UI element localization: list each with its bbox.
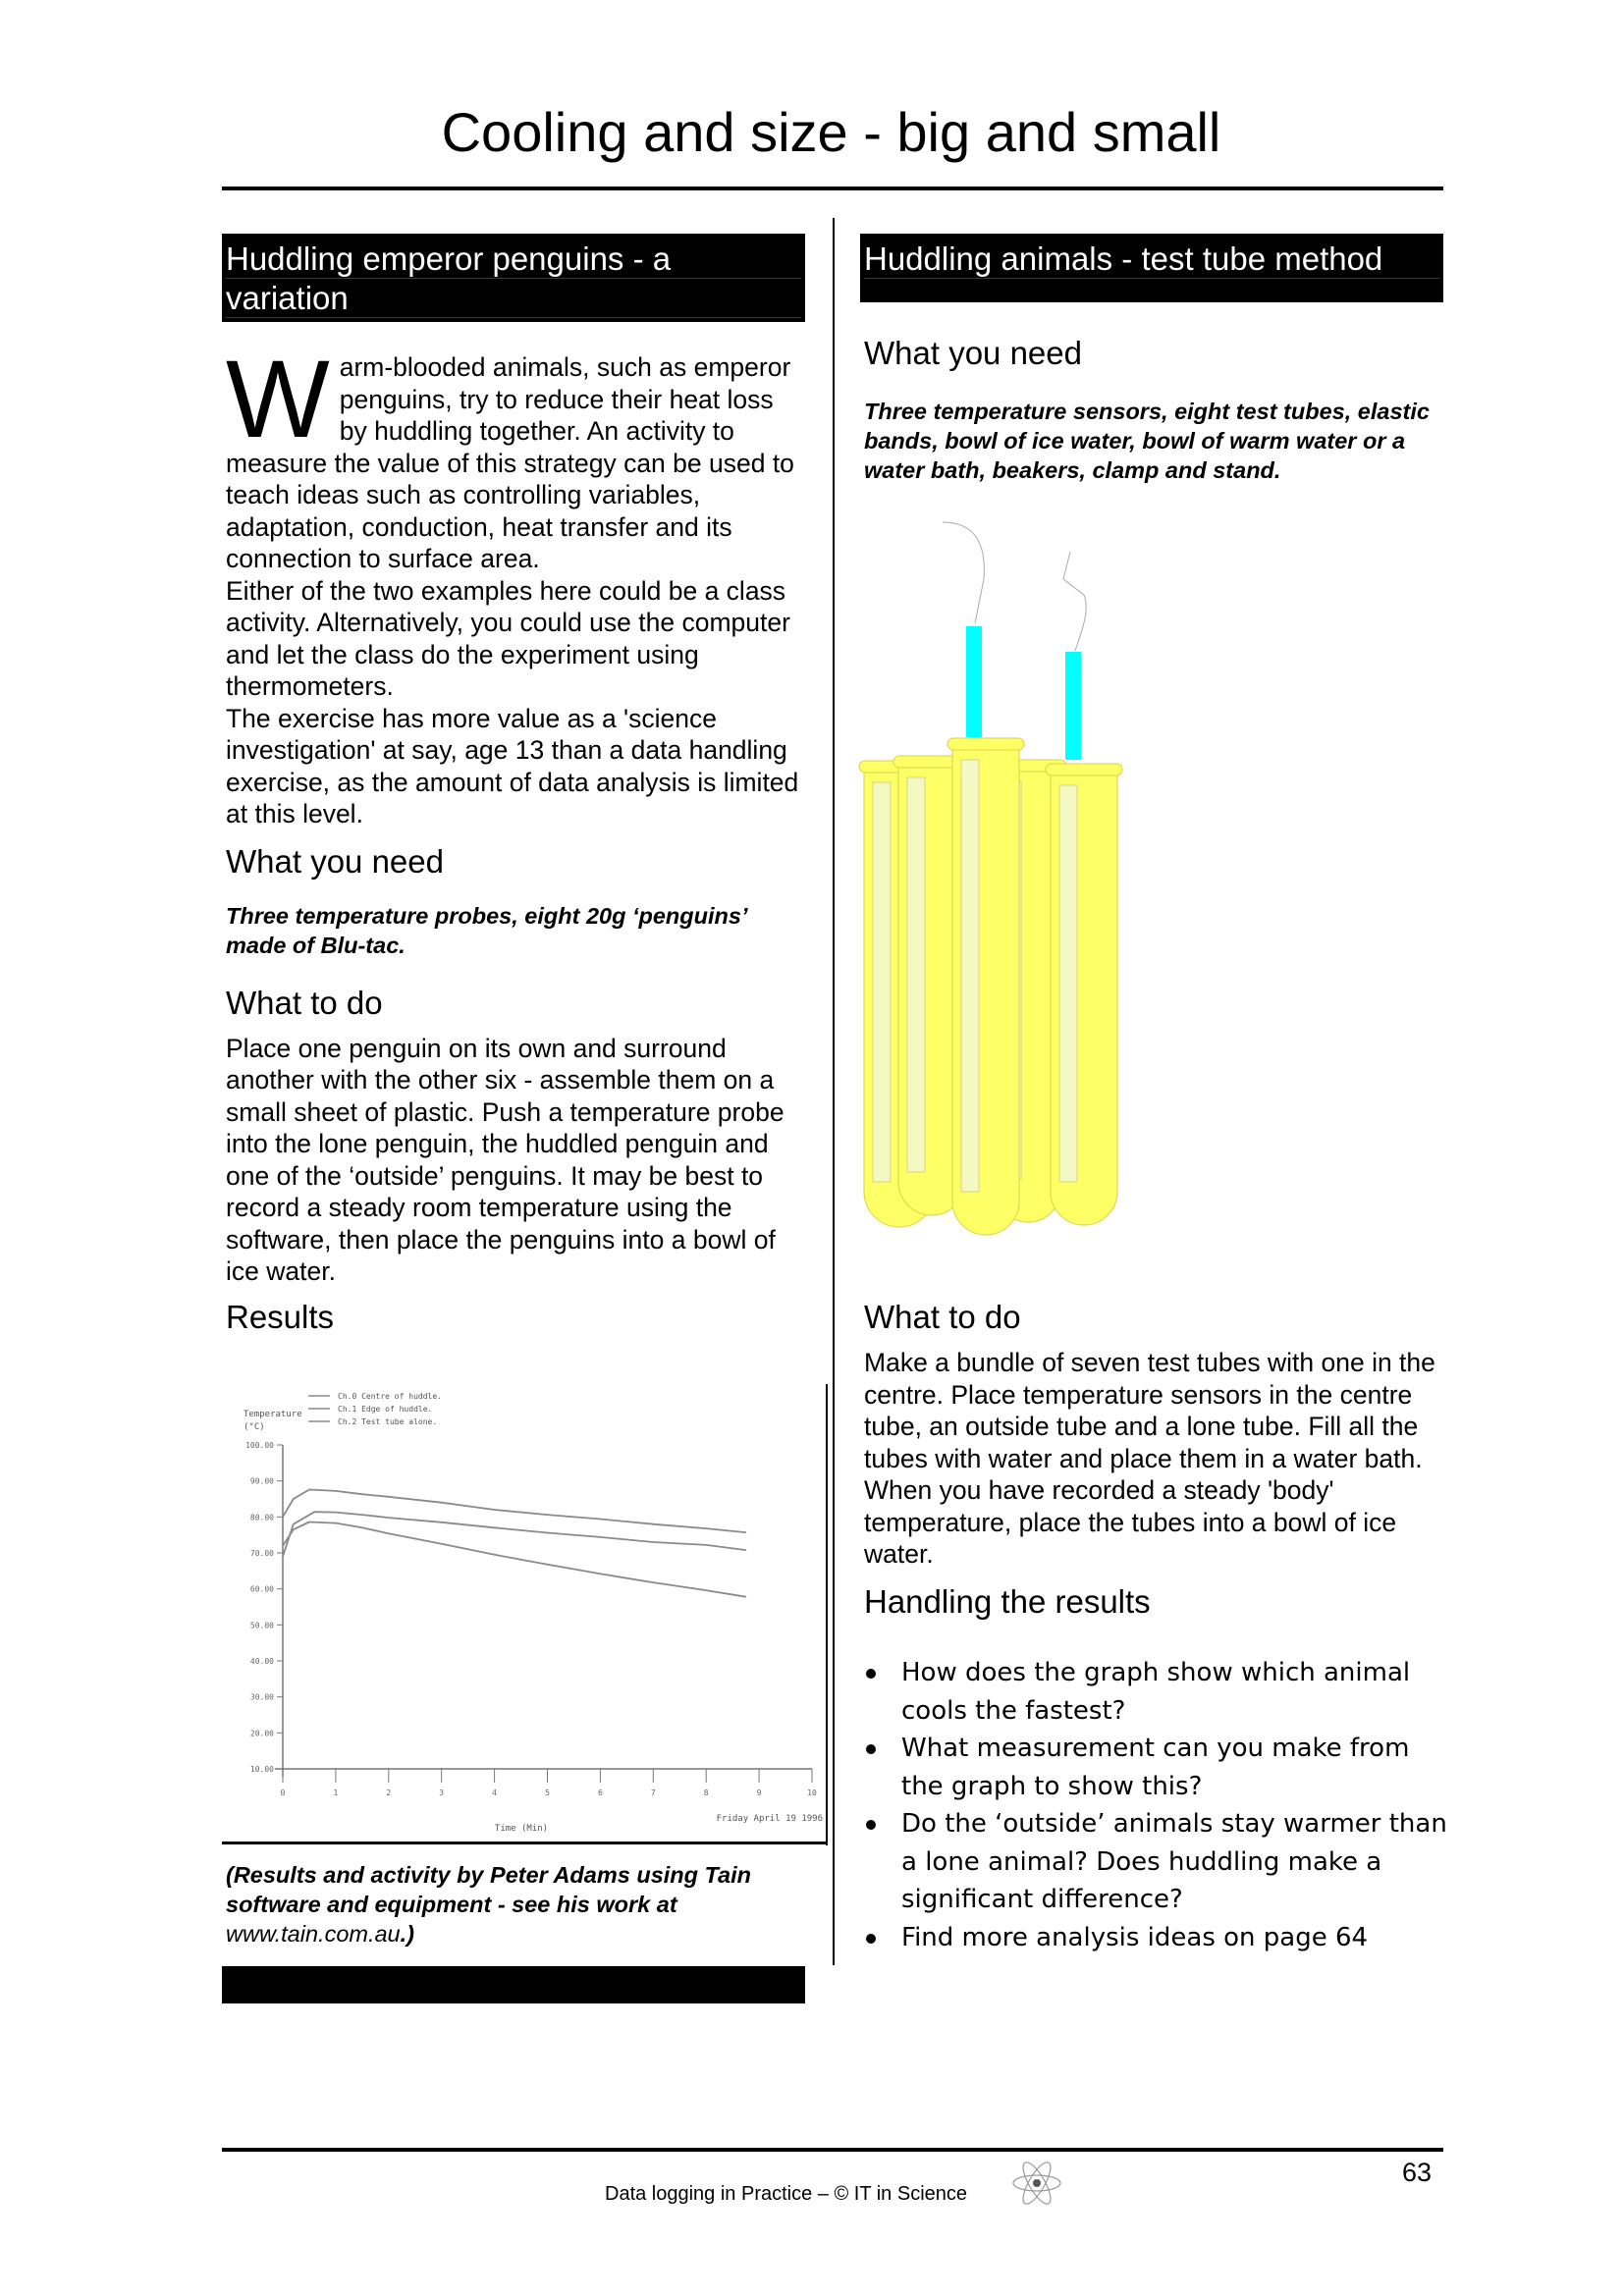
data-point (653, 1523, 654, 1524)
section-heading-what-to-do: What to do (864, 1299, 1021, 1335)
section-heading-what-you-need: What you need (864, 335, 1082, 371)
sensor-wire (1063, 552, 1086, 651)
credit-end: .) (400, 1921, 414, 1947)
section-heading-what-to-do: What to do (226, 984, 383, 1021)
atom-logo-icon (1011, 2156, 1062, 2211)
data-point (293, 1498, 294, 1499)
y-axis-label-unit: (°C) (243, 1422, 265, 1432)
decorative-bar (222, 1966, 805, 2003)
data-point (388, 1533, 389, 1534)
section-heading-what-you-need: What you need (226, 842, 444, 880)
y-axis-label: Temperature (243, 1410, 302, 1419)
tube-highlight (907, 777, 925, 1172)
x-tick-label: 9 (756, 1789, 762, 1797)
chart-legend (308, 1392, 442, 1426)
x-axis-label: Time (Min) (494, 1824, 549, 1834)
right-need-block (864, 334, 1443, 485)
footer-divider (222, 2148, 1443, 2152)
footer-copyright: Data logging in Practice – © IT in Science (605, 2183, 968, 2205)
data-point (745, 1532, 746, 1533)
right-section-banner (860, 234, 1443, 302)
tube-rim (947, 738, 1024, 750)
data-point (441, 1543, 442, 1544)
drop-cap: W (226, 338, 330, 460)
credit-note (226, 1860, 805, 1949)
data-point (335, 1522, 336, 1523)
data-point (494, 1554, 495, 1555)
list-item: What measurement can you make from the graph to show this? (860, 1730, 1449, 1805)
banner-line: Huddling animals - test tube method (864, 240, 1439, 279)
legend-entry: Ch.0 Centre of huddle. (338, 1392, 442, 1401)
banner-line: variation (226, 279, 801, 318)
data-point (706, 1527, 707, 1528)
data-point (293, 1529, 294, 1530)
x-tick-label: 4 (492, 1789, 498, 1797)
list-item: Do the ‘outside’ animals stay warmer than a lone animal? Does huddling make a significant difference? (860, 1805, 1449, 1919)
data-point (361, 1527, 362, 1528)
results-chart (222, 1384, 827, 1845)
data-point (547, 1564, 548, 1565)
data-point (361, 1494, 362, 1495)
banner-line: Huddling emperor penguins - a (226, 240, 801, 279)
bullet-icon (866, 1820, 876, 1830)
right-todo-block (864, 1298, 1443, 1622)
data-point (547, 1532, 548, 1533)
x-tick-label: 1 (333, 1789, 339, 1797)
data-point (388, 1517, 389, 1518)
x-tick-label: 2 (386, 1789, 392, 1797)
list-item: Find more analysis ideas on page 64 (860, 1919, 1449, 1957)
data-point (600, 1536, 601, 1537)
data-point (547, 1515, 548, 1516)
instructions-paragraph: Make a bundle of seven test tubes with one in the centre. Place temperature sensors in the centre tube, an outside tube and a lone tube. Fill all the tubes with water and place them in a water bath. When you have recorded a steady 'body' temperature, place the tubes into a bowl of ice water. (864, 1348, 1435, 1569)
data-point (335, 1490, 336, 1491)
page-number: 63 (1402, 2158, 1433, 2187)
data-point (314, 1512, 315, 1513)
data-point (494, 1527, 495, 1528)
data-point (600, 1519, 601, 1520)
y-tick-label: 70.00 (249, 1549, 274, 1558)
x-tick-label: 0 (280, 1789, 286, 1797)
y-tick-label: 100.00 (245, 1441, 274, 1450)
data-point (745, 1549, 746, 1550)
data-point (600, 1574, 601, 1575)
temperature-sensor (966, 626, 982, 737)
materials-list: Three temperature sensors, eight test tubes, elastic bands, bowl of ice water, bowl of warm water or a water bath, beakers, clamp and stand. (864, 399, 1430, 483)
data-point (388, 1496, 389, 1497)
data-point (706, 1590, 707, 1591)
bullet-icon (866, 1669, 876, 1679)
data-point (745, 1596, 746, 1597)
y-tick-label: 60.00 (249, 1584, 274, 1594)
y-tick-label: 30.00 (249, 1692, 274, 1702)
series-line (283, 1522, 746, 1597)
x-tick-label: 8 (703, 1789, 709, 1797)
x-tick-label: 6 (597, 1789, 603, 1797)
data-point (653, 1581, 654, 1582)
title-divider (222, 187, 1443, 190)
paragraph: The exercise has more value as a 'science investigation' at say, age 13 than a data handling exercise, as the amount of data analysis is limited at this level. (226, 703, 799, 828)
x-tick-label: 5 (545, 1789, 550, 1797)
tube-highlight (873, 782, 891, 1182)
data-point (335, 1512, 336, 1513)
chart-right-border (826, 1384, 828, 1845)
x-tick-label: 3 (439, 1789, 445, 1797)
analysis-questions (860, 1654, 1449, 1956)
intro-paragraph: arm-blooded animals, such as emperor penguins, try to reduce their heat loss by huddling together. An activity to measure the value of this strategy can be used to teach ideas such as controlling variables, adaptation, conduction, heat transfer and its connection to surface area. (226, 352, 794, 573)
bullet-icon (866, 1934, 876, 1944)
legend-entry: Ch.2 Test tube alone. (338, 1417, 438, 1426)
legend-entry: Ch.1 Edge of huddle. (338, 1405, 433, 1414)
temperature-sensor (1065, 652, 1081, 760)
data-point (361, 1515, 362, 1516)
column-divider (833, 218, 835, 1965)
data-point (308, 1489, 309, 1490)
data-point (282, 1556, 283, 1557)
sensor-wire (943, 522, 984, 623)
section-heading-results: Results (226, 1298, 335, 1335)
data-point (653, 1541, 654, 1542)
materials-list: Three temperature probes, eight 20g ‘penguins’ made of Blu-tac. (226, 902, 747, 958)
chart-date-annotation: Friday April 19 1996 (716, 1814, 823, 1824)
x-tick-label: 7 (650, 1789, 656, 1797)
y-tick-label: 20.00 (249, 1729, 274, 1738)
y-tick-label: 80.00 (249, 1513, 274, 1522)
chart-bottom-border (222, 1842, 827, 1844)
y-tick-label: 90.00 (249, 1476, 274, 1486)
tube-highlight (1059, 785, 1077, 1182)
data-point (706, 1544, 707, 1545)
chart-svg (222, 1384, 827, 1845)
tube-rim (1046, 764, 1122, 775)
bullet-icon (866, 1744, 876, 1754)
credit-text: (Results and activity by Peter Adams using Tain software and equipment - see his work at (226, 1862, 751, 1917)
credit-link[interactable]: www.tain.com.au (226, 1921, 401, 1947)
y-tick-label: 40.00 (249, 1657, 274, 1666)
page-title: Cooling and size - big and small (441, 101, 1221, 163)
data-point (282, 1517, 283, 1518)
paragraph: Either of the two examples here could be a class activity. Alternatively, you could use the computer and let the class do the experiment using thermometers. (226, 575, 790, 701)
list-item: How does the graph show which animal cools the fastest? (860, 1654, 1449, 1730)
test-tube-illustration (854, 510, 1168, 1276)
x-tick-label: 10 (807, 1789, 817, 1797)
y-tick-label: 50.00 (249, 1621, 274, 1630)
y-tick-label: 10.00 (249, 1765, 274, 1774)
data-point (282, 1545, 283, 1546)
intro-block (226, 338, 805, 1337)
data-point (441, 1502, 442, 1503)
series-line (283, 1512, 746, 1557)
data-point (494, 1509, 495, 1510)
data-point (293, 1523, 294, 1524)
left-section-banner (222, 234, 805, 322)
tube-highlight (961, 760, 979, 1192)
section-heading-handling-results: Handling the results (864, 1582, 1151, 1620)
instructions-paragraph: Place one penguin on its own and surround another with the other six - assemble them on a small sheet of plastic. Push a temperature probe into the lone penguin, the huddled penguin and one of the ‘outside’ penguins. It may be best to record a steady room temperature using the software, then place the penguins into a bowl of ice water. (226, 1033, 784, 1286)
